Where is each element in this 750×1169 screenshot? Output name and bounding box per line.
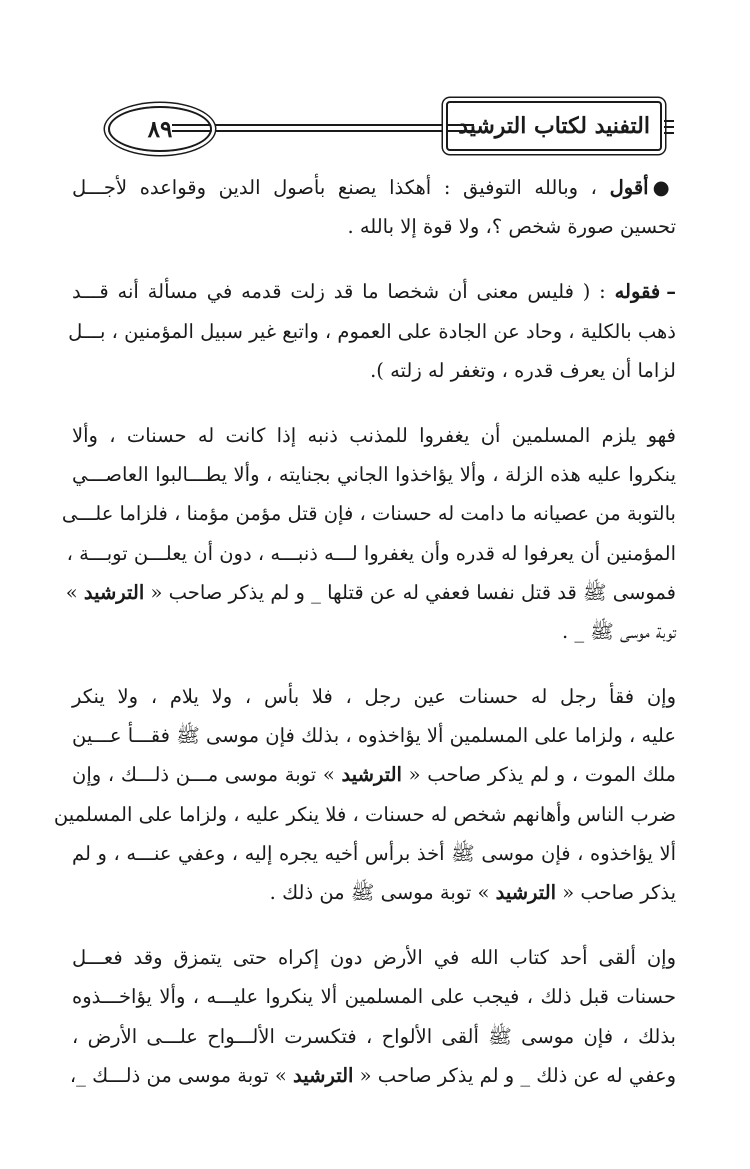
text-run: بذلك ، فإن موسى ﷺ ألقى الألواح ، فتكسرت الألـــواح علـــى الأرض ، <box>72 1024 676 1048</box>
paragraph <box>69 938 676 1095</box>
text-line <box>72 834 676 873</box>
text-line <box>69 1056 676 1095</box>
page-body <box>53 168 677 1095</box>
text-line <box>72 351 676 390</box>
emphasis: الترشيد <box>341 763 402 787</box>
text-line <box>72 977 676 1016</box>
emphasis: فقوله <box>614 280 661 304</box>
text-run: ضرب الناس وأهانهم شخص له حسنات ، فلا ينكر عليه ، ولزاما على المسلمين <box>53 802 676 826</box>
text-line <box>72 938 676 977</box>
text-line <box>61 494 676 533</box>
text-line <box>72 677 676 716</box>
text-run: فموسى ﷺ قد قتل نفسا فعفي له عن قتلها _ و لم يذكر صاحب « <box>144 580 676 604</box>
text-line <box>65 573 676 612</box>
emphasis: أقول <box>609 176 649 199</box>
text-run: لزاما أن يعرف قدره ، وتغفر له زلته ). <box>370 358 676 382</box>
text-run: وعفي له عن ذلك _ و لم يذكر صاحب « <box>353 1063 676 1087</box>
text-run: تحسين صورة شخص ؟، ولا قوة إلا بالله . <box>347 215 676 239</box>
text-run: : ( فليس معنى أن شخصا ما قد زلت قدمه في مسألة أنه قـــد <box>72 280 615 304</box>
text-line <box>72 755 676 794</box>
text-run: توبة موسى ﷺ _ . <box>561 619 676 643</box>
text-run: يذكر صاحب « <box>556 881 676 904</box>
header-ornament <box>664 126 674 128</box>
text-line <box>72 873 676 912</box>
text-run: » توبة موسى ﷺ من ذلك . <box>269 881 496 904</box>
paragraph <box>72 168 676 246</box>
emphasis: الترشيد <box>293 1063 354 1087</box>
text-run: وإن ألقى أحد كتاب الله في الأرض دون إكراه حتى يتمزق وقد فعـــل <box>72 946 676 970</box>
text-run: عليه ، ولزاما على المسلمين ألا يؤاخذوه ، بذلك فإن موسى ﷺ فقـــأ عـــين <box>72 724 676 748</box>
page-number: ٨٩ <box>108 106 212 152</box>
text-run: ملك الموت ، و لم يذكر صاحب « <box>401 763 677 787</box>
header-rule-top <box>172 124 474 126</box>
text-run: ينكروا عليه هذه الزلة ، وألا يؤاخذوا الجاني بجنايته ، وألا يطـــالبوا العاصـــي <box>72 463 676 487</box>
text-line <box>72 455 676 494</box>
text-line <box>72 716 676 755</box>
text-line <box>53 795 676 834</box>
paragraph <box>61 416 676 651</box>
dash-marker: – <box>666 280 676 304</box>
text-run: المؤمنين أن يعرفوا له قدره وأن يغفروا لـــه ذنبـــه ، دون أن يعلـــن توبـــة ، <box>66 541 676 565</box>
header-ornament <box>664 120 674 122</box>
bullet-icon: ● <box>652 176 676 199</box>
text-run: » توبة موسى من ذلـــك _، <box>69 1063 294 1087</box>
header-rule-bottom <box>172 130 474 132</box>
text-line <box>72 168 676 207</box>
running-title: التفنيد لكتاب الترشيد <box>446 101 662 151</box>
text-line <box>72 1017 676 1056</box>
text-run: ، وبالله التوفيق : أهكذا يصنع بأصول الدين وقواعده لأجـــل <box>72 176 610 199</box>
emphasis: الترشيد <box>83 580 145 604</box>
text-run: » <box>65 580 84 604</box>
text-run: ألا يؤاخذوه ، فإن موسى ﷺ أخذ برأس أخيه يجره إليه ، وعفي عنـــه ، و لم <box>72 841 676 865</box>
page-header <box>80 98 674 158</box>
header-ornament <box>664 132 674 134</box>
text-run: » توبة موسى مـــن ذلـــك ، وإن <box>72 763 342 787</box>
text-line <box>68 312 676 351</box>
emphasis: الترشيد <box>495 881 557 904</box>
text-line <box>72 272 676 311</box>
paragraph <box>53 677 677 912</box>
text-line <box>72 207 676 246</box>
text-run: فهو يلزم المسلمين أن يغفروا للمذنب ذنبه إذا كانت له حسنات ، وألا <box>72 423 676 447</box>
text-run: حسنات قبل ذلك ، فيجب على المسلمين ألا ينكروا عليـــه ، وألا يؤاخـــذوه <box>72 985 676 1009</box>
text-run: ذهب بالكلية ، وحاد عن الجادة على العموم ، واتبع غير سبيل المؤمنين ، بـــل <box>68 319 676 343</box>
paragraph <box>68 272 676 390</box>
text-line <box>66 534 676 573</box>
text-line <box>72 416 676 455</box>
text-run: وإن فقأ رجل له حسنات عين رجل ، فلا بأس ، ولا يلام ، ولا ينكر <box>72 685 676 709</box>
text-run: بالتوبة من عصيانه ما دامت له حسنات ، فإن قتل مؤمن مؤمنا ، فلزاما علـــى <box>61 502 676 526</box>
text-line <box>72 612 676 651</box>
